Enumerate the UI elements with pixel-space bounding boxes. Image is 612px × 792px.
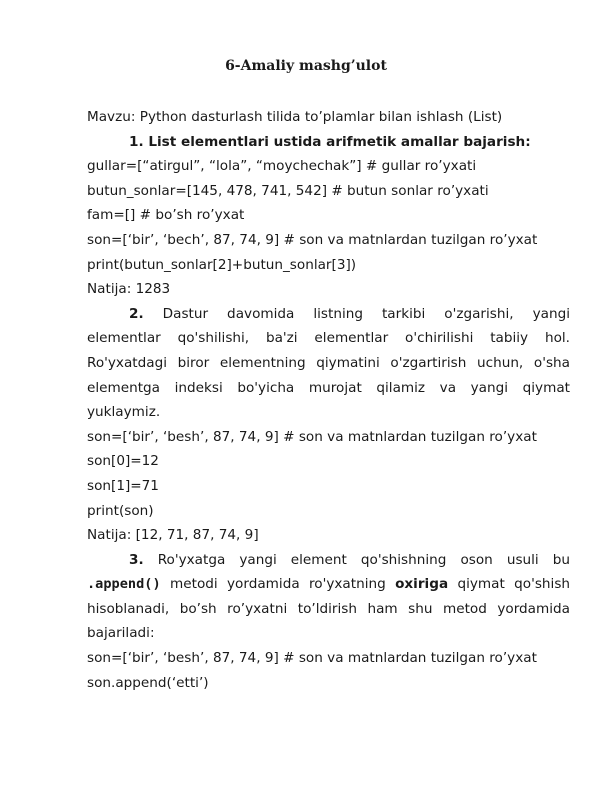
section-3-line: hisoblanadi, bo’sh ro’yxatni to’ldirish ham shu metod yordamida — [87, 600, 570, 617]
section-3-text: metodi yordamida ro'yxatning — [170, 576, 386, 593]
section-2-text: Dastur davomida listning tarkibi o'zgarishi, yangi — [162, 305, 570, 322]
result-line: Natija: [12, 71, 87, 74, 9] — [87, 527, 259, 544]
code-line: print(son) — [87, 502, 154, 519]
section-2-line: elementga indeksi bo'yicha murojat qilamiz va yangi qiymat — [87, 379, 570, 396]
section-2-line: elementlar qo'shilishi, ba'zi elementlar o'chirilishi tabiiy hol. — [87, 330, 570, 347]
section-3-text: qiymat qo'shish — [457, 576, 571, 593]
result-line: Natija: 1283 — [87, 281, 171, 298]
code-line: son[0]=12 — [87, 453, 159, 470]
code-line: print(butun_sonlar[2]+butun_sonlar[3]) — [87, 256, 357, 273]
section-3-line — [87, 572, 570, 597]
code-line: son=[‘bir’, ‘besh’, 87, 74, 9] # son va matnlardan tuzilgan ro’yxat — [87, 650, 537, 667]
page-title: 6-Amaliy mashg’ulot — [225, 58, 387, 74]
code-line: butun_sonlar=[145, 478, 741, 542] # butun sonlar ro’yxati — [87, 182, 489, 199]
section-2-line: yuklaymiz. — [87, 404, 161, 421]
emphasis-word: oxiriga — [395, 576, 449, 593]
section-2-number: 2. — [129, 305, 144, 322]
method-name: .append() — [87, 576, 161, 593]
code-line: son=[‘bir’, ‘besh’, 87, 74, 9] # son va matnlardan tuzilgan ro’yxat — [87, 428, 537, 445]
section-2-line: Ro'yxatdagi biror elementning qiymatini o'zgartirish uchun, o'sha — [87, 354, 570, 371]
section-3-line — [87, 548, 570, 573]
section-1-heading: 1. List elementlari ustida arifmetik amallar bajarish: — [129, 133, 531, 150]
section-3-number: 3. — [129, 551, 144, 568]
code-line: son=[‘bir’, ‘bech’, 87, 74, 9] # son va matnlardan tuzilgan ro’yxat — [87, 231, 538, 248]
section-3-line: bajariladi: — [87, 625, 155, 642]
section-2-line — [87, 302, 570, 327]
code-line: gullar=[“atirgul”, “lola”, “moychechak”] # gullar ro’yxati — [87, 158, 477, 175]
code-line: fam=[] # bo’sh ro’yxat — [87, 207, 245, 224]
document-body — [87, 105, 570, 695]
code-line: son[1]=71 — [87, 477, 159, 494]
code-line: son.append(‘etti’) — [87, 674, 209, 691]
topic-line: Mavzu: Python dasturlash tilida to’plamlar bilan ishlash (List) — [87, 109, 503, 125]
section-3-text: Ro'yxatga yangi element qo'shishning oson usuli bu — [157, 551, 570, 568]
